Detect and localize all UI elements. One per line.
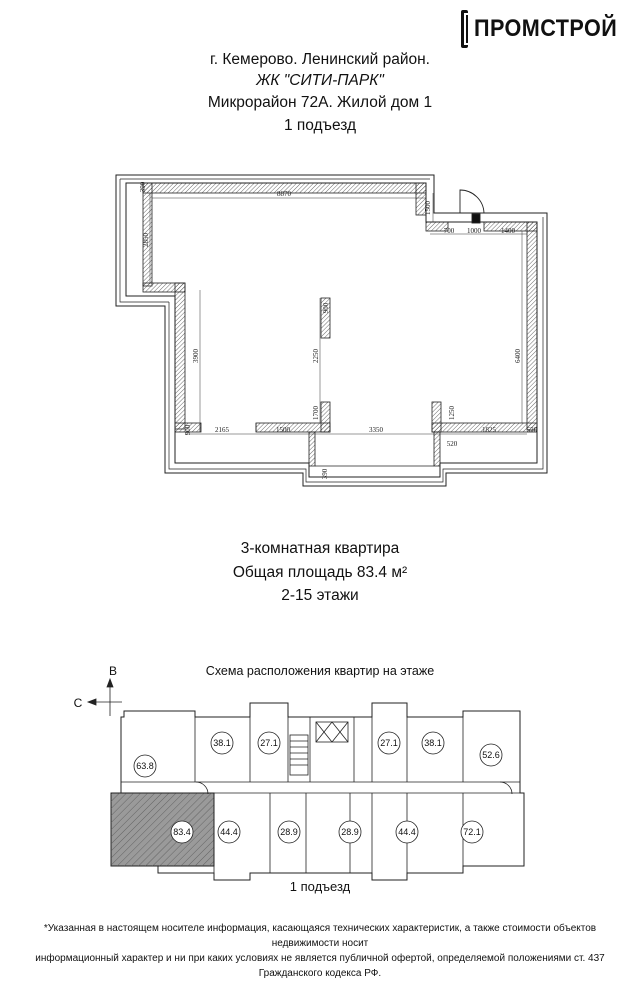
compass-west-label: С xyxy=(73,696,83,710)
unit-bottom-5 xyxy=(396,821,418,843)
header-district: Микрорайон 72А. Жилой дом 1 xyxy=(207,94,433,111)
unit-top-2 xyxy=(211,732,233,754)
floor-scheme-caption: Схема расположения квартир на этаже xyxy=(205,664,435,678)
compass-north-label: В xyxy=(108,664,118,678)
dim-1250: 1250 xyxy=(448,406,456,420)
unit-bottom-3 xyxy=(278,821,300,843)
compass-icon xyxy=(88,679,122,716)
dim-1000: 1000 xyxy=(467,227,481,235)
dim-700: 700 xyxy=(443,227,455,235)
unit-area-label: 38.1 xyxy=(424,738,442,748)
header-city: г. Кемерово. Ленинский район. xyxy=(210,51,430,68)
dim-520-a: 520 xyxy=(446,440,458,448)
dim-1500-vertical: 1500 xyxy=(424,201,432,215)
unit-area-label: 83.4 xyxy=(173,827,191,837)
dim-2850: 2850 xyxy=(142,233,150,247)
unit-area-label: 28.9 xyxy=(341,827,359,837)
dim-390-bottom: 390 xyxy=(321,468,329,480)
dim-3350: 3350 xyxy=(369,426,383,434)
dim-1700: 1700 xyxy=(312,406,320,420)
brand-name: ПРОМСТРОЙ xyxy=(473,15,618,42)
disclaimer-line-1: *Указанная в настоящем носителе информация, касающаяся технических характеристик, а также стоимости объектов недвижимости носит xyxy=(43,923,597,949)
unit-area-label: 52.6 xyxy=(482,750,500,760)
dim-8870: 8870 xyxy=(277,190,291,198)
unit-area-label: 27.1 xyxy=(260,738,278,748)
dim-2250: 2250 xyxy=(312,349,320,363)
dim-1825: 1825 xyxy=(482,426,496,434)
unit-bottom-4 xyxy=(339,821,361,843)
dim-390-top: 390 xyxy=(139,181,147,193)
apartment-area: Общая площадь 83.4 м² xyxy=(232,564,408,581)
dim-900-top: 900 xyxy=(322,302,330,314)
unit-area-label: 72.1 xyxy=(463,827,481,837)
unit-area-label: 27.1 xyxy=(380,738,398,748)
unit-bottom-1 xyxy=(171,821,193,843)
dim-6400: 6400 xyxy=(514,349,522,363)
header-complex: ЖК "СИТИ-ПАРК" xyxy=(256,72,384,89)
unit-top-5 xyxy=(422,732,444,754)
unit-top-3 xyxy=(258,732,280,754)
unit-area-label: 44.4 xyxy=(220,827,238,837)
dim-2165: 2165 xyxy=(215,426,229,434)
unit-area-label: 28.9 xyxy=(280,827,298,837)
unit-area-label: 44.4 xyxy=(398,827,416,837)
apartment-type: 3-комнатная квартира xyxy=(240,540,400,557)
dim-1400: 1400 xyxy=(501,227,515,235)
unit-top-1 xyxy=(134,755,156,777)
dim-1500-horizontal: 1500 xyxy=(276,426,290,434)
unit-top-4 xyxy=(378,732,400,754)
unit-bottom-2 xyxy=(218,821,240,843)
disclaimer-line-2: информационный характер и ни при каких условиях не является публичной офертой, определяемой положениями ст. 437 Гражданского кодекса РФ. xyxy=(35,953,605,979)
apartment-floors: 2-15 этажи xyxy=(281,587,359,604)
unit-area-label: 38.1 xyxy=(213,738,231,748)
unit-top-6 xyxy=(480,744,502,766)
disclaimer xyxy=(20,921,620,981)
dim-3900: 3900 xyxy=(192,349,200,363)
header-porch: 1 подъезд xyxy=(283,117,357,134)
dim-900-left: 900 xyxy=(184,424,192,436)
highlight-hatching xyxy=(111,793,214,866)
dim-520-b: 520 xyxy=(526,426,538,434)
unit-area-label: 63.8 xyxy=(136,761,154,771)
floor-scheme-porch-label: 1 подъезд xyxy=(289,879,351,894)
unit-bottom-6 xyxy=(461,821,483,843)
